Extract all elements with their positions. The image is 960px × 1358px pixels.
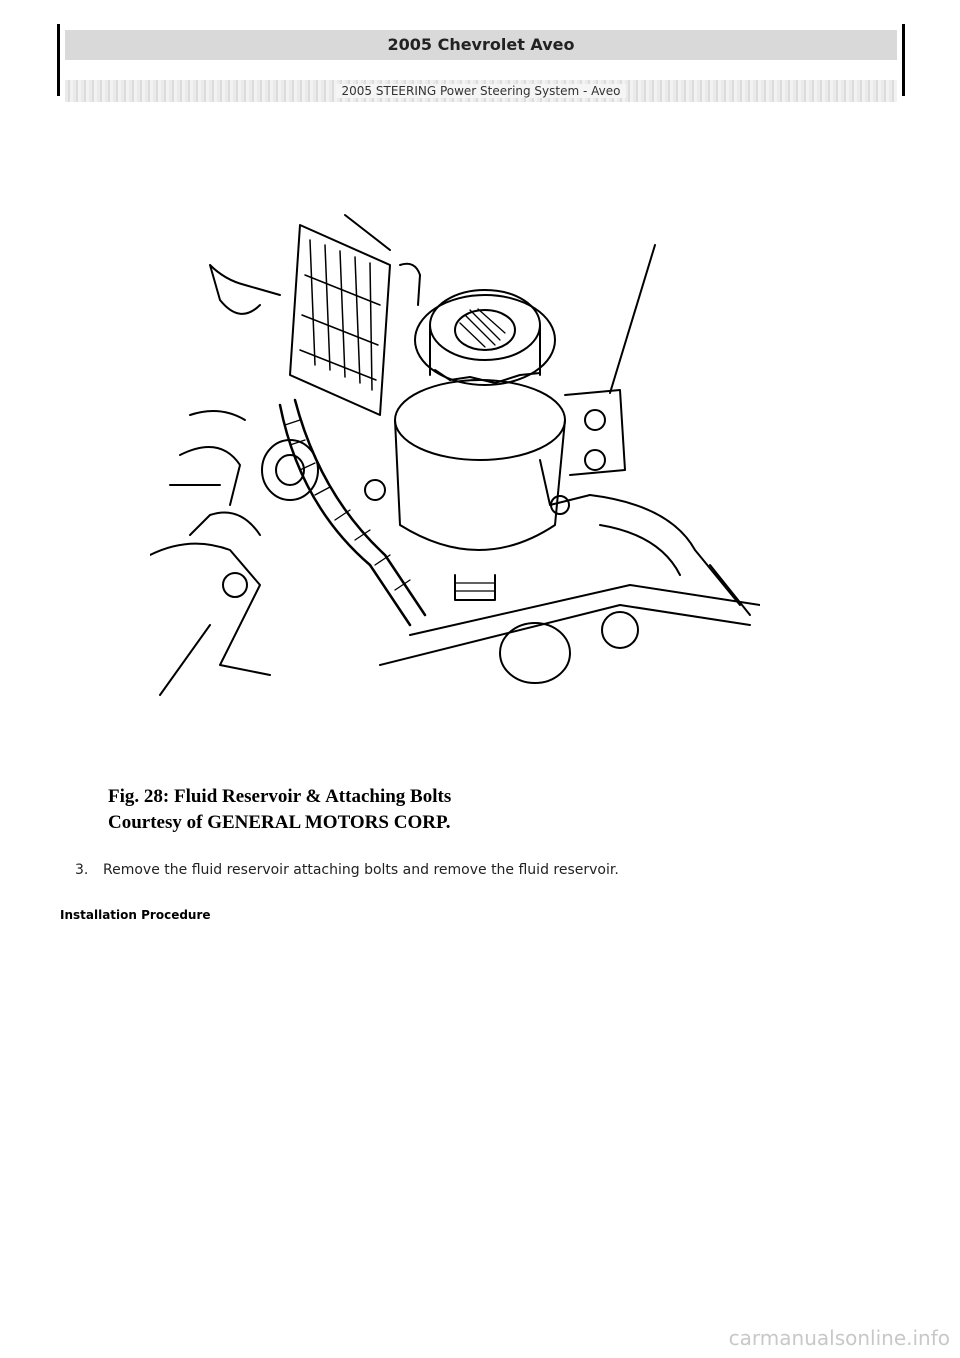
procedure-step bbox=[75, 862, 619, 878]
step-text: Remove the fluid reservoir attaching bolts and remove the fluid reservoir. bbox=[103, 862, 619, 878]
section-heading: Installation Procedure bbox=[60, 908, 211, 922]
step-number: 3. bbox=[75, 862, 89, 878]
watermark: carmanualsonline.info bbox=[728, 1326, 950, 1350]
figure-caption bbox=[108, 784, 451, 836]
document-header bbox=[57, 24, 905, 96]
caption-title: Fig. 28: Fluid Reservoir & Attaching Bolts bbox=[108, 786, 452, 807]
caption-courtesy: Courtesy of GENERAL MOTORS CORP. bbox=[108, 812, 451, 833]
fluid-reservoir-illustration bbox=[150, 205, 760, 700]
section-subtitle bbox=[65, 80, 897, 102]
vehicle-title: 2005 Chevrolet Aveo bbox=[65, 30, 897, 60]
section-subtitle-text: 2005 STEERING Power Steering System - Aveo bbox=[336, 84, 627, 98]
